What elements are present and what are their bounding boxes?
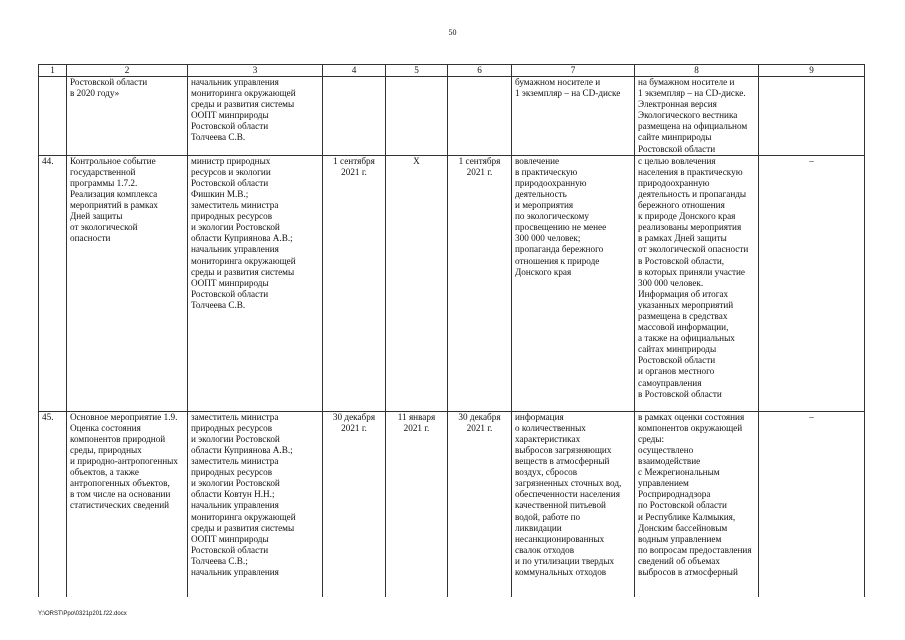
end-date-cell	[448, 77, 512, 156]
row-number	[39, 77, 67, 156]
table-row	[39, 155, 865, 411]
table-row	[39, 411, 865, 597]
start-date-cell: 11 января 2021 г.	[386, 411, 448, 597]
expected-result-cell: вовлечение в практическую природоохранную деятельность и мероприятия по экологическому просвещению не менее 300 000 человек; пропаганда бережного отношения к природе Донского края	[512, 155, 635, 411]
end-date-cell: 30 декабря 2021 г.	[448, 411, 512, 597]
col-header-8: 8	[635, 65, 759, 77]
file-path-footer: Y:\ORST\Ppo\0321p201.f22.docx	[38, 611, 127, 617]
row-number: 45.	[39, 411, 67, 597]
notes-cell: –	[759, 155, 865, 411]
end-date-cell: 1 сентября 2021 г.	[448, 155, 512, 411]
responsible-cell: заместитель министра природных ресурсов и экологии Ростовской области Куприянова А.В.; заместитель министра природных ресурсов и экологии Ростовской области Ковтун Н.Н.; начальник управления мониторинга окружающей среды и развития системы ООПТ минприроды Ростовской области Толчеева С.В.; начальник управления	[188, 411, 323, 597]
col-header-4: 4	[323, 65, 386, 77]
expected-result-cell: информация о количественных характеристиках выбросов загрязняющих веществ в атмосферный воздух, сбросов загрязненных сточных вод, обеспеченности населения качественной питьевой водой, работе по ликвидации несанкционированных свалок отходов и по утилизации твердых коммунальных отходов	[512, 411, 635, 597]
notes-cell: –	[759, 411, 865, 597]
responsible-cell: министр природных ресурсов и экологии Ростовской области Фишкин М.В.; заместитель министра природных ресурсов и экологии Ростовской области Куприянова А.В.; начальник управления мониторинга окружающей среды и развития системы ООПТ минприроды Ростовской области Толчеева С.В.	[188, 155, 323, 411]
col-header-6: 6	[448, 65, 512, 77]
col-header-2: 2	[67, 65, 188, 77]
col-header-5: 5	[386, 65, 448, 77]
planned-date-cell: 1 сентября 2021 г.	[323, 155, 386, 411]
notes-cell	[759, 77, 865, 156]
report-table	[38, 64, 865, 597]
planned-date-cell	[323, 77, 386, 156]
event-name-cell: Ростовской области в 2020 году»	[67, 77, 188, 156]
col-header-3: 3	[188, 65, 323, 77]
actual-result-cell: в рамках оценки состояния компонентов окружающей среды: осуществлено взаимодействие с Межрегиональным управлением Росприроднадзора по Ростовской области и Республике Калмыкия, Донским бассейновым водным управлением по вопросам предоставления сведений об объемах выбросов в атмосферный	[635, 411, 759, 597]
event-name-cell: Контрольное событие государственной программы 1.7.2. Реализация комплекса мероприятий в рамках Дней защиты от экологической опасности	[67, 155, 188, 411]
event-name-cell: Основное мероприятие 1.9. Оценка состояния компонентов природной среды, природных и природно-антропогенных объектов, а также антропогенных объектов, в том числе на основании статистических сведений	[67, 411, 188, 597]
header-row	[39, 65, 865, 77]
col-header-1: 1	[39, 65, 67, 77]
actual-result-cell: на бумажном носителе и 1 экземпляр – на CD-диске. Электронная версия Экологического вестника размещена на официальном сайте минприроды Ростовской области	[635, 77, 759, 156]
start-date-cell	[386, 77, 448, 156]
planned-date-cell: 30 декабря 2021 г.	[323, 411, 386, 597]
row-number: 44.	[39, 155, 67, 411]
page-number: 50	[448, 28, 457, 37]
responsible-cell: начальник управления мониторинга окружающей среды и развития системы ООПТ минприроды Ростовской области Толчеева С.В.	[188, 77, 323, 156]
col-header-9: 9	[759, 65, 865, 77]
col-header-7: 7	[512, 65, 635, 77]
expected-result-cell: бумажном носителе и 1 экземпляр – на CD-диске	[512, 77, 635, 156]
actual-result-cell: с целью вовлечения населения в практическую природоохранную деятельность и пропаганды бережного отношения к природе Донского края реализованы мероприятия в рамках Дней защиты от экологической опасности в Ростовской области, в которых приняли участие 300 000 человек. Информация об итогах указанных мероприятий размещена в средствах массовой информации, а также на официальных сайтах минприроды Ростовской области и органов местного самоуправления в Ростовской области	[635, 155, 759, 411]
start-date-cell: Х	[386, 155, 448, 411]
table-row	[39, 77, 865, 156]
